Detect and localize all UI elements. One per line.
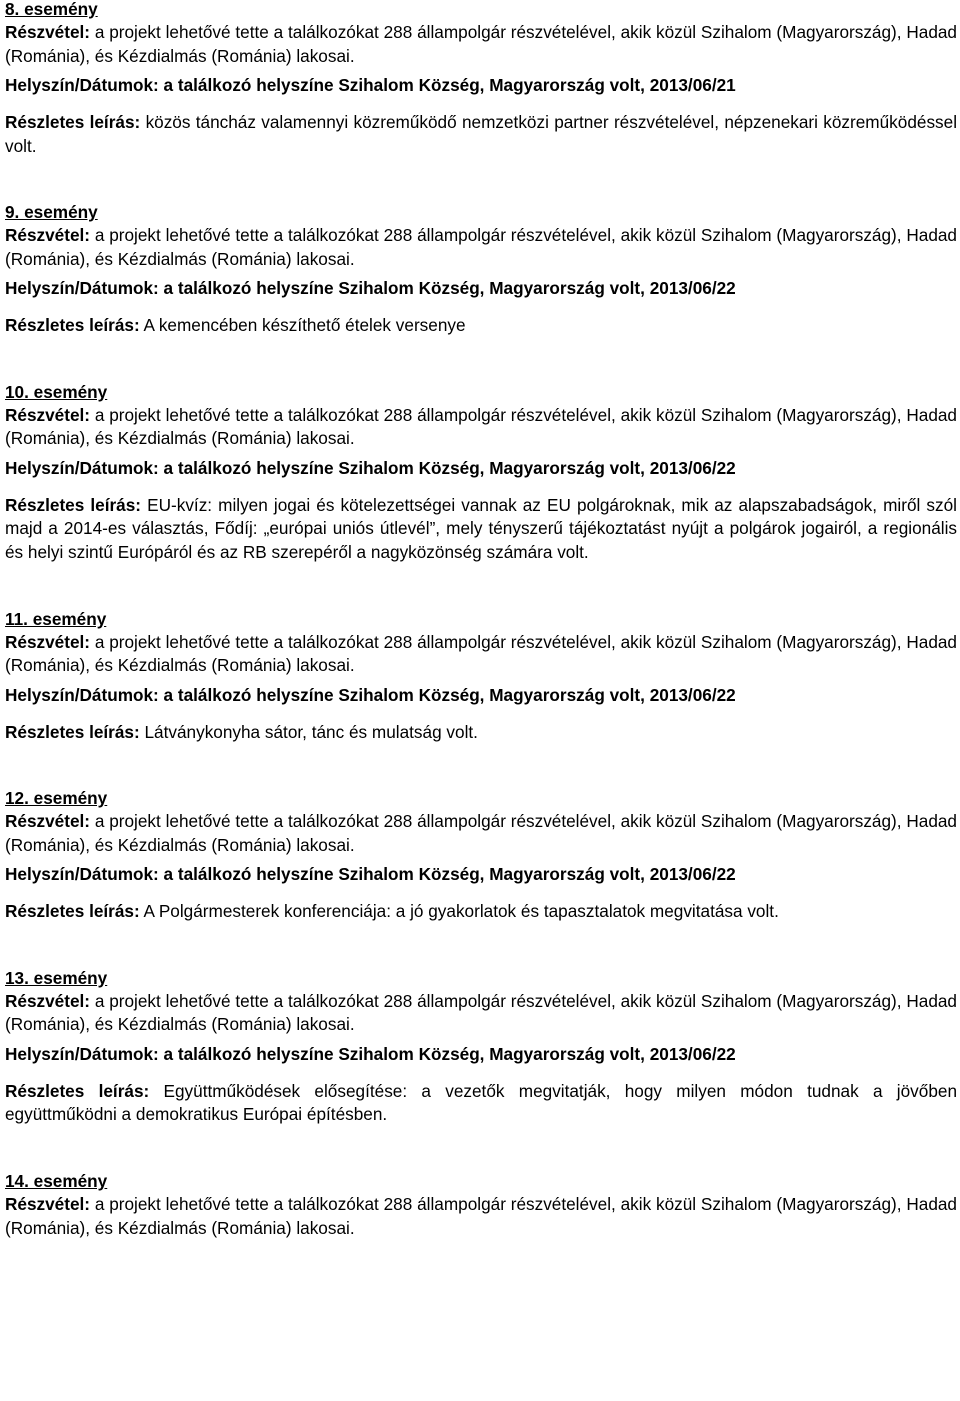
event-location-date: Helyszín/Dátumok: a találkozó helyszíne Szihalom Község, Magyarország volt, 2013/06/22 xyxy=(5,684,736,705)
participation-text: a projekt lehetővé tette a találkozókat 288 állampolgár részvételével, akik közül Szihalom (Magyarország), Hadad (Románia), és Kézdialmás (Románia) lakosai. xyxy=(5,404,957,449)
spacer xyxy=(5,175,957,200)
event-description xyxy=(5,111,957,158)
event-participation xyxy=(5,404,957,451)
spacer xyxy=(5,355,957,380)
event-location-date: Helyszín/Dátumok: a találkozó helyszíne Szihalom Község, Magyarország volt, 2013/06/22 xyxy=(5,457,736,478)
participation-label: Részvétel: xyxy=(5,404,91,425)
description-text: Együttműködések elősegítése: a vezetők megvitatják, hogy milyen módon tudnak a jövőben együttműködni a demokratikus Európai építésben. xyxy=(5,1080,958,1125)
event-9 xyxy=(5,200,957,338)
event-heading: 11. esemény xyxy=(5,608,107,629)
participation-label: Részvétel: xyxy=(5,811,91,832)
event-location-date: Helyszín/Dátumok: a találkozó helyszíne Szihalom Község, Magyarország volt, 2013/06/21 xyxy=(5,75,736,95)
event-location-date: Helyszín/Dátumok: a találkozó helyszíne Szihalom Község, Magyarország volt, 2013/06/22 xyxy=(5,1043,736,1064)
event-13 xyxy=(5,966,957,1127)
participation-label: Részvétel: xyxy=(5,22,91,42)
spacer xyxy=(5,1144,957,1169)
description-label: Részletes leírás: xyxy=(5,901,140,922)
event-12 xyxy=(5,786,957,924)
event-description xyxy=(5,1080,957,1127)
description-text: közös táncház valamennyi közreműködő nemzetközi partner részvételével, népzenekari közreműködéssel volt. xyxy=(5,112,958,156)
event-10 xyxy=(5,380,957,565)
participation-label: Részvétel: xyxy=(5,631,91,652)
event-heading: 10. esemény xyxy=(5,381,108,402)
description-label: Részletes leírás: xyxy=(5,721,140,742)
event-heading: 12. esemény xyxy=(5,788,108,809)
event-participation xyxy=(5,21,957,68)
description-text: EU-kvíz: milyen jogai és kötelezettségei vannak az EU polgároknak, mik az alapszabadságok, miről szól majd a 2014-es választás, Fődíj: „európai uniós útlevél”, mely tényszerű tájékoztatást nyújt a polgárok jogairól, a regionális és helyi szintű Európáról és az RB szerepéről a nagyközönség számára volt. xyxy=(5,494,958,562)
description-text: A Polgármesterek konferenciája: a jó gyakorlatok és tapasztalatok megvitatása volt. xyxy=(143,901,779,922)
description-label: Részletes leírás: xyxy=(5,1080,150,1101)
description-text: A kemencében készíthető ételek versenye xyxy=(143,315,466,336)
participation-label: Részvétel: xyxy=(5,990,91,1011)
description-label: Részletes leírás: xyxy=(5,315,140,336)
participation-label: Részvétel: xyxy=(5,225,91,246)
document-page xyxy=(5,0,957,1240)
participation-label: Részvétel: xyxy=(5,1194,91,1215)
spacer xyxy=(5,941,957,966)
event-11 xyxy=(5,607,957,745)
event-14 xyxy=(5,1169,957,1240)
spacer xyxy=(5,582,957,607)
event-8 xyxy=(5,0,957,158)
event-description xyxy=(5,314,957,338)
event-participation xyxy=(5,810,957,857)
event-location-date: Helyszín/Dátumok: a találkozó helyszíne Szihalom Község, Magyarország volt, 2013/06/22 xyxy=(5,278,736,299)
participation-text: a projekt lehetővé tette a találkozókat 288 állampolgár részvételével, akik közül Szihalom (Magyarország), Hadad (Románia), és Kézdialmás (Románia) lakosai. xyxy=(5,225,957,269)
event-description xyxy=(5,900,957,924)
participation-text: a projekt lehetővé tette a találkozókat 288 állampolgár részvételével, akik közül Szihalom (Magyarország), Hadad (Románia), és Kézdialmás (Románia) lakosai. xyxy=(5,811,957,855)
event-heading: 9. esemény xyxy=(5,202,98,223)
event-heading: 13. esemény xyxy=(5,967,108,988)
participation-text: a projekt lehetővé tette a találkozókat 288 állampolgár részvételével, akik közül Szihalom (Magyarország), Hadad (Románia), és Kézdialmás (Románia) lakosai. xyxy=(5,631,957,676)
event-participation xyxy=(5,1193,957,1240)
event-participation xyxy=(5,990,957,1037)
event-participation xyxy=(5,224,957,271)
participation-text: a projekt lehetővé tette a találkozókat 288 állampolgár részvételével, akik közül Szihalom (Magyarország), Hadad (Románia), és Kézdialmás (Románia) lakosai. xyxy=(5,1194,957,1238)
event-heading: 14. esemény xyxy=(5,1171,108,1192)
event-description xyxy=(5,494,957,565)
participation-text: a projekt lehetővé tette a találkozókat 288 állampolgár részvételével, akik közül Szihalom (Magyarország), Hadad (Románia), és Kézdialmás (Románia) lakosai. xyxy=(5,22,957,66)
description-text: Látványkonyha sátor, tánc és mulatság volt. xyxy=(144,721,478,742)
event-heading: 8. esemény xyxy=(5,0,98,19)
participation-text: a projekt lehetővé tette a találkozókat 288 állampolgár részvételével, akik közül Szihalom (Magyarország), Hadad (Románia), és Kézdialmás (Románia) lakosai. xyxy=(5,990,957,1035)
event-description xyxy=(5,721,957,745)
event-participation xyxy=(5,631,957,678)
spacer xyxy=(5,761,957,786)
description-label: Részletes leírás: xyxy=(5,494,142,515)
event-location-date: Helyszín/Dátumok: a találkozó helyszíne Szihalom Község, Magyarország volt, 2013/06/22 xyxy=(5,864,736,885)
description-label: Részletes leírás: xyxy=(5,112,141,132)
